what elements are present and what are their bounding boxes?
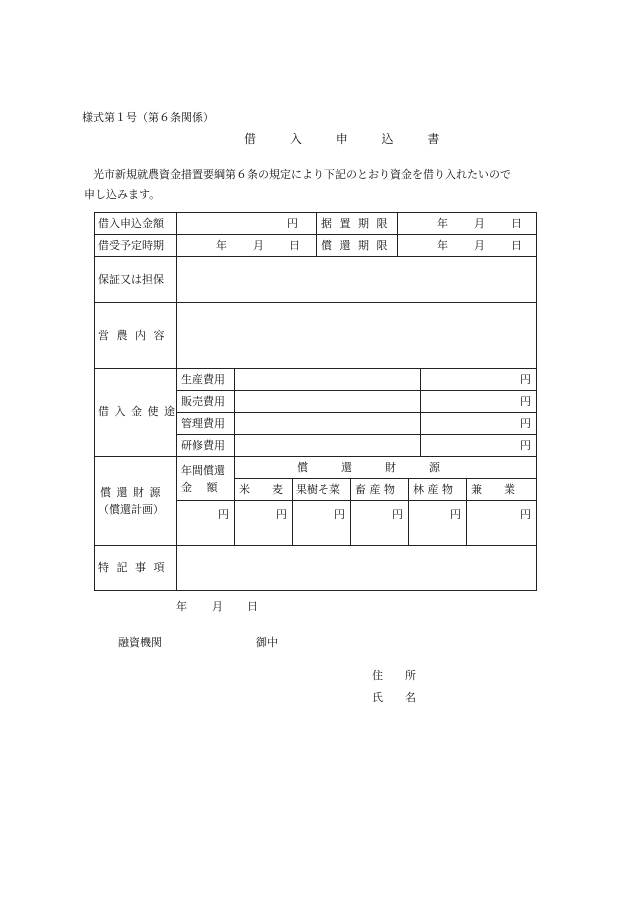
table-line xyxy=(94,212,95,591)
receive-month: 月 xyxy=(253,239,264,252)
source-yen: 円 xyxy=(520,508,531,521)
source-yen: 円 xyxy=(218,508,229,521)
source-header-cell: 果樹そ菜 xyxy=(296,483,340,496)
receive-date-label: 借受予定時期 xyxy=(98,239,164,252)
source-yen: 円 xyxy=(450,508,461,521)
table-line xyxy=(397,212,398,256)
table-line xyxy=(420,368,421,456)
table-line xyxy=(316,212,317,256)
annual-repay-label: 金 額 xyxy=(181,481,218,494)
onchu-label: 御中 xyxy=(256,636,278,649)
repayment-deadline-label: 償 還 期 限 xyxy=(321,239,390,252)
source-yen: 円 xyxy=(334,508,345,521)
table-line xyxy=(94,302,537,303)
table-line xyxy=(234,478,537,479)
annual-repay-label: 年間償還 xyxy=(181,464,225,477)
use-yen: 円 xyxy=(520,417,531,430)
name-label: 氏 名 xyxy=(372,691,416,704)
table-line xyxy=(94,256,537,257)
use-item-label: 生産費用 xyxy=(181,373,225,386)
table-line xyxy=(350,478,351,545)
use-item-label: 管理費用 xyxy=(181,417,225,430)
table-line xyxy=(176,212,177,591)
receive-day: 日 xyxy=(289,239,300,252)
table-line xyxy=(176,390,537,391)
date-month: 月 xyxy=(212,600,223,613)
table-line xyxy=(94,545,537,546)
repayment-month: 月 xyxy=(474,239,485,252)
deferment-label: 据 置 期 限 xyxy=(321,217,390,230)
title-char-5: 書 xyxy=(427,132,440,146)
intro-line-1: 光市新規就農資金措置要綱第６条の規定により下記のとおり資金を借り入れたいので xyxy=(93,168,511,181)
loan-amount-label: 借入申込金額 xyxy=(98,217,164,230)
source-header-cell: 畜 産 物 xyxy=(355,483,395,496)
table-line xyxy=(176,500,537,501)
deferment-day: 日 xyxy=(511,217,522,230)
use-yen: 円 xyxy=(520,395,531,408)
source-yen: 円 xyxy=(392,508,403,521)
repay-source-label: 償 還 財 源 xyxy=(100,486,162,499)
receive-year: 年 xyxy=(216,239,227,252)
table-line xyxy=(94,590,537,591)
table-line xyxy=(536,212,537,591)
farming-label: 営 農 内 容 xyxy=(98,329,167,342)
repay-plan-label: （償還計画） xyxy=(98,503,164,516)
source-header-cell: 兼 業 xyxy=(471,483,515,496)
source-header: 償 還 財 源 xyxy=(297,461,440,474)
title-char-3: 申 xyxy=(335,132,348,146)
address-label: 住 所 xyxy=(372,669,416,682)
source-header-cell: 林 産 物 xyxy=(413,483,453,496)
title-char-4: 込 xyxy=(381,132,394,146)
table-line xyxy=(466,478,467,545)
intro-line-2: 申し込みます。 xyxy=(84,188,161,201)
source-yen: 円 xyxy=(276,508,287,521)
table-line xyxy=(94,456,537,457)
table-line xyxy=(176,412,537,413)
document-title xyxy=(244,130,439,147)
loan-amount-yen: 円 xyxy=(287,217,298,230)
repayment-year: 年 xyxy=(437,239,448,252)
institution-label: 融資機関 xyxy=(118,636,162,649)
use-item-label: 研修費用 xyxy=(181,439,225,452)
deferment-year: 年 xyxy=(437,217,448,230)
table-line xyxy=(292,478,293,545)
table-line xyxy=(94,368,537,369)
loan-use-label: 借 入 金 使 途 xyxy=(98,405,176,418)
form-number: 様式第１号（第６条関係） xyxy=(82,111,214,124)
notes-label: 特 記 事 項 xyxy=(98,561,167,574)
use-item-label: 販売費用 xyxy=(181,395,225,408)
source-header-cell: 米 麦 xyxy=(239,483,283,496)
title-char-2: 入 xyxy=(289,132,302,146)
use-yen: 円 xyxy=(520,373,531,386)
deferment-month: 月 xyxy=(474,217,485,230)
date-day: 日 xyxy=(247,600,258,613)
repayment-day: 日 xyxy=(511,239,522,252)
use-yen: 円 xyxy=(520,439,531,452)
date-year: 年 xyxy=(176,600,187,613)
title-char-1: 借 xyxy=(244,132,257,146)
table-line xyxy=(176,434,537,435)
table-line xyxy=(234,368,235,545)
guarantee-label: 保証又は担保 xyxy=(98,273,164,286)
table-line xyxy=(408,478,409,545)
